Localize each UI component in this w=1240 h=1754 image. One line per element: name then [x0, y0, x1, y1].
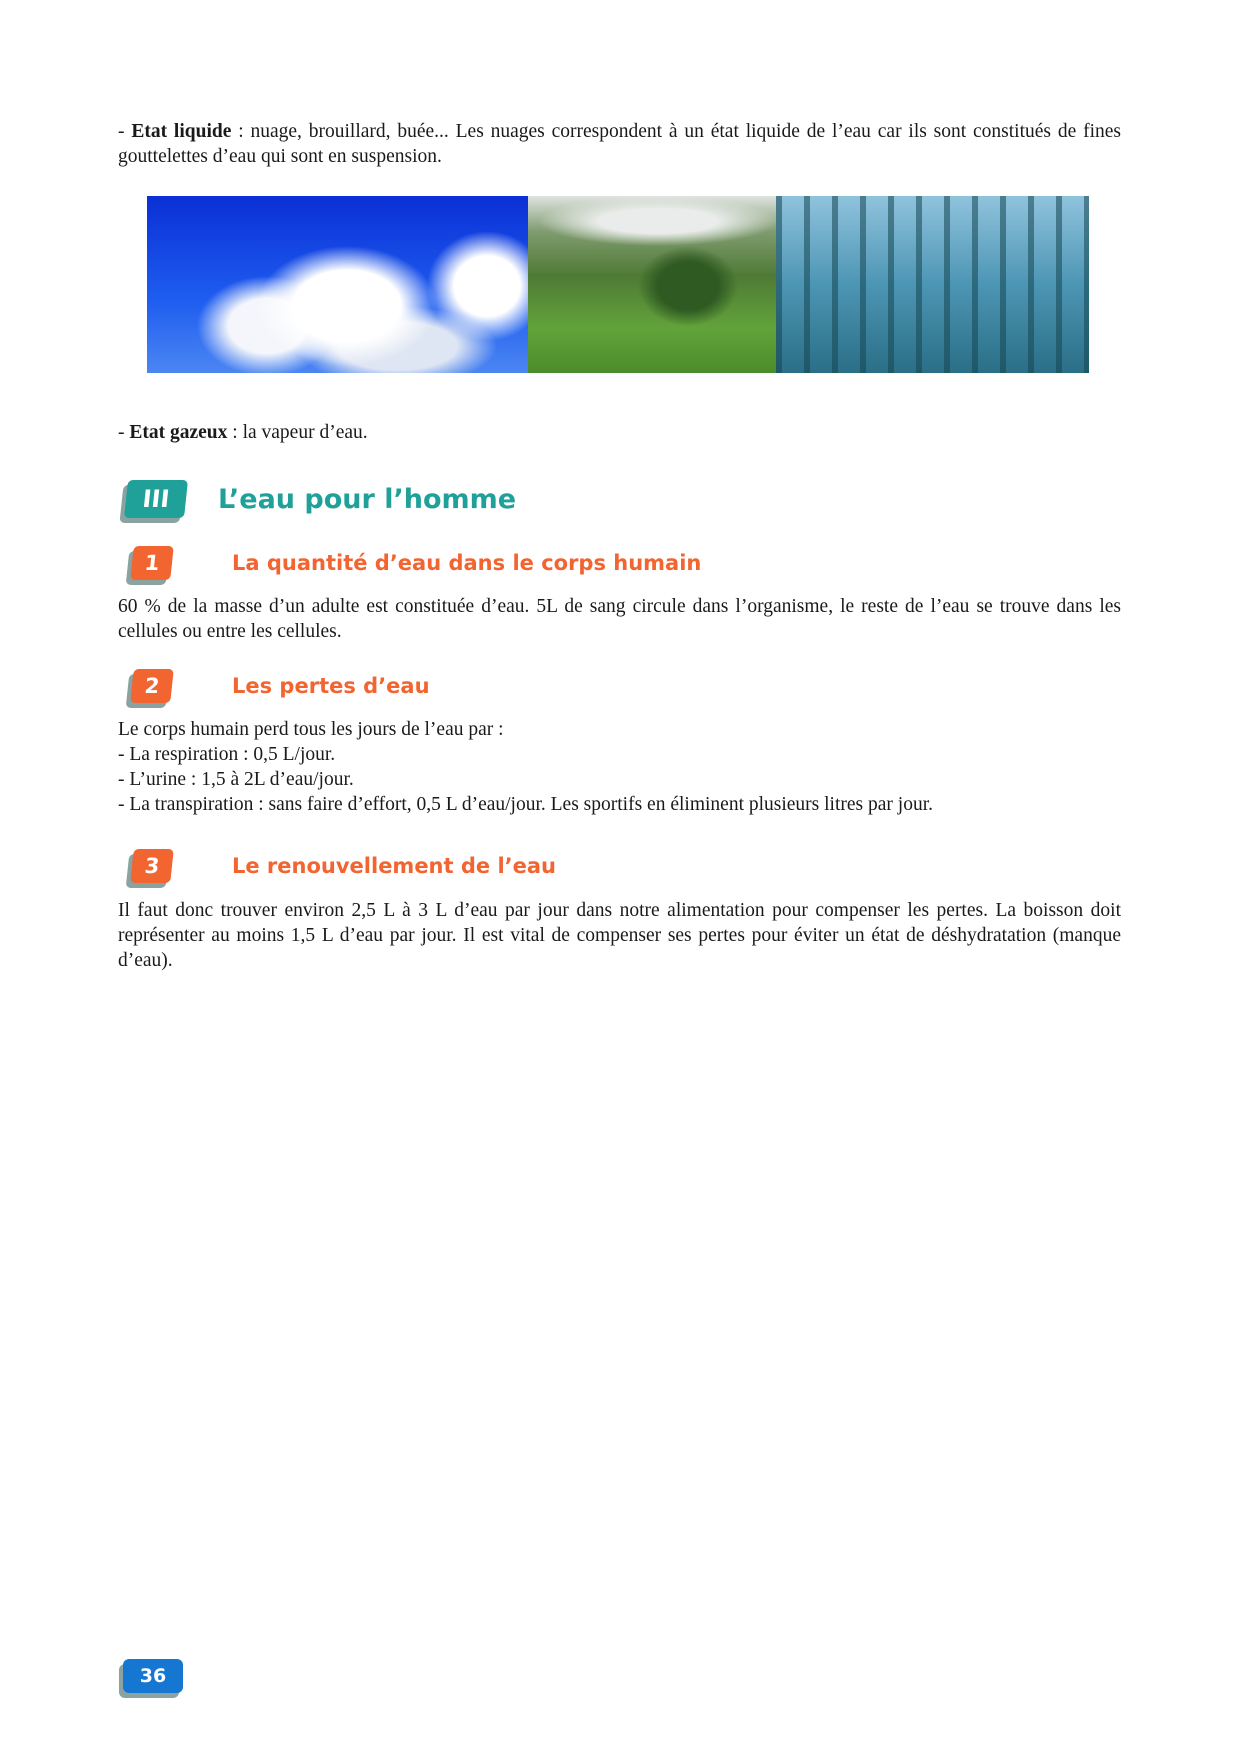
gas-state-paragraph — [118, 420, 1121, 445]
dash: - — [118, 121, 132, 142]
page-number: 36 — [123, 1659, 183, 1693]
subsection-1-text: 60 % de la masse d’un adulte est constituée d’eau. 5L de sang circule dans l’organisme, le reste de l’eau se trouve dans les cellules ou entre les cellules. — [118, 596, 1121, 642]
photo-strip — [147, 196, 1089, 373]
liquid-text: : nuage, brouillard, buée... Les nuages correspondent à un état liquide de l’eau car ils sont constitués de fines gouttelettes d’eau qui sont en suspension. — [118, 121, 1121, 167]
section-title: L’eau pour l’homme — [218, 484, 517, 515]
text-line: - La respiration : 0,5 L/jour. — [118, 744, 336, 765]
liquid-label: Etat liquide — [131, 121, 232, 142]
subsection-2-title: Les pertes d’eau — [232, 674, 430, 698]
clouds-photo — [147, 196, 528, 373]
gas-label: Etat gazeux — [129, 422, 228, 443]
text-line: - La transpiration : sans faire d’effort, 0,5 L d’eau/jour. Les sportifs en éliminent plusieurs litres par jour. — [118, 794, 933, 815]
subsection-3-title: Le renouvellement de l’eau — [232, 854, 556, 878]
subsection-2-text — [118, 717, 1121, 817]
section-number-badge: III — [124, 480, 188, 518]
text-line: Le corps humain perd tous les jours de l’eau par : — [118, 719, 504, 740]
subsection-2-badge: 2 — [130, 669, 174, 703]
subsection-1-badge: 1 — [130, 546, 174, 580]
fog-hills-photo — [528, 196, 776, 373]
dash: - — [118, 422, 130, 443]
text-line: - L’urine : 1,5 à 2L d’eau/jour. — [118, 769, 354, 790]
liquid-state-paragraph — [118, 119, 1121, 169]
gas-text: : la vapeur d’eau. — [227, 422, 368, 443]
subsection-1-title: La quantité d’eau dans le corps humain — [232, 551, 702, 575]
subsection-3-text: Il faut donc trouver environ 2,5 L à 3 L d’eau par jour dans notre alimentation pour compenser les pertes. La boisson doit représenter au moins 1,5 L d’eau par jour. Il est vital de compenser ses pertes pour éviter un état de déshydratation (manque d’eau). — [118, 900, 1121, 971]
subsection-3-badge: 3 — [130, 849, 174, 883]
condensation-photo — [776, 196, 1089, 373]
